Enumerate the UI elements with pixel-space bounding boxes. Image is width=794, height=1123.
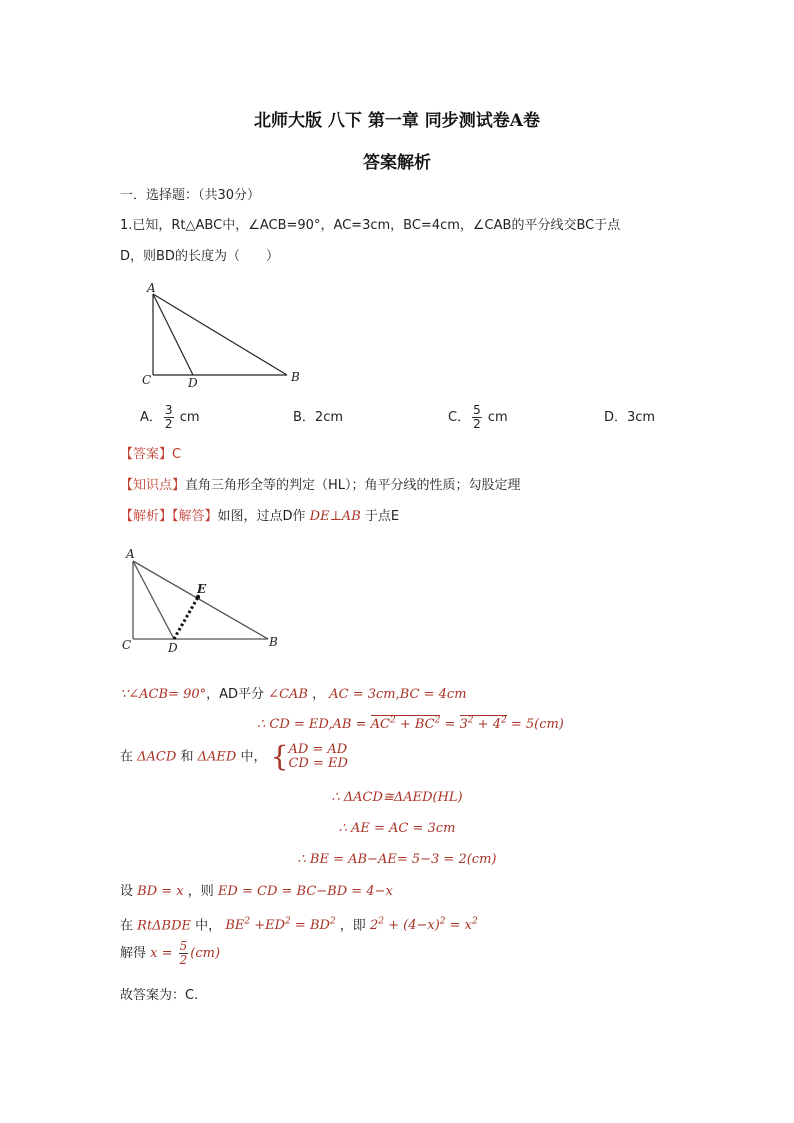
knowledge-line — [120, 477, 521, 495]
page-title: 北师大版 八下 第一章 同步测试卷A卷 — [254, 111, 540, 131]
answer-value: C — [172, 447, 182, 462]
knowledge-text: 直角三角形全等的判定（HL）；角平分线的性质；勾股定理 — [185, 478, 521, 493]
analysis-label: 【解析】【解答】 — [120, 509, 218, 524]
option-a-unit: cm — [179, 410, 200, 425]
solution-conclusion: 故答案为：C. — [120, 988, 199, 1003]
option-a-label: A． — [140, 410, 162, 425]
vertex-label-c2: C — [122, 638, 132, 652]
system-brace-icon: { — [270, 740, 289, 773]
page-subtitle: 答案解析 — [363, 153, 431, 173]
option-c[interactable] — [448, 403, 508, 433]
analysis-text-post: 于点E — [364, 509, 400, 524]
option-c-fraction: $\frac{5}{2}$ — [473, 403, 481, 431]
solution-step-2: ∴ CD = $ED,AB = AC^2 + BC^2 = 3^2 + 4^2 = 5(cm)$ — [257, 715, 564, 732]
vertex-label-b: B — [291, 370, 300, 384]
vertex-label-a2: A — [126, 547, 135, 561]
triangle-figure-1 — [135, 278, 310, 393]
solution-step-7: 设 BD = x ，则 ED = CD = BC−BD = 4−x — [120, 884, 393, 899]
solution-step-3: 在 ΔACD 和 ΔAED 中， { AD = AD CD = ED — [120, 740, 348, 773]
option-a-fraction: $\frac{3}{2}$ — [164, 403, 173, 431]
knowledge-label: 【知识点】 — [120, 478, 186, 493]
question-text-line2: D，则BD的长度为（ ） — [120, 249, 279, 264]
option-d[interactable]: D．3cm — [604, 410, 656, 425]
option-b[interactable]: B．2cm — [293, 410, 344, 425]
solution-step-9: 解得 x = $\frac{5}{2}$ (cm) — [120, 939, 221, 967]
solution-step-6: ∴ BE = AB−AE= 5−3 = 2(cm) — [297, 852, 497, 867]
analysis-line — [120, 508, 399, 526]
option-c-label: C． — [448, 410, 471, 425]
triangle-figure-2 — [118, 545, 288, 657]
analysis-expr: DE⊥AB — [309, 509, 361, 524]
vertex-label-b2: B — [269, 635, 278, 649]
answer-line — [120, 446, 181, 464]
solution-step-1: ∵∠ACB= 90°，AD平分 ∠CAB ， AC = 3cm,BC = 4cm — [120, 687, 467, 702]
solution-step-5: ∴ AE = AC = 3cm — [338, 821, 456, 836]
analysis-text-pre: 如图，过点D作 — [217, 509, 306, 524]
option-c-unit: cm — [487, 410, 508, 425]
solution-step-4: ∴ ΔACD≅ΔAED(HL) — [331, 790, 463, 805]
vertex-label-d: D — [188, 376, 198, 390]
option-a[interactable] — [140, 403, 200, 433]
vertex-label-e2: E — [197, 582, 207, 596]
question-text-line1: 1.已知，Rt△ABC中，∠ACB=90°，AC=3cm，BC=4cm，∠CAB的平分线交BC于点 — [120, 218, 621, 233]
vertex-label-d2: D — [168, 641, 178, 655]
answer-label: 【答案】 — [120, 447, 173, 462]
vertex-label-c: C — [142, 373, 152, 387]
vertex-label-a: A — [147, 281, 156, 295]
section-heading: 一．选择题：（共30分） — [120, 188, 261, 203]
solution-step-8: 在 RtΔBDE 中， $BE^2 +ED^2 = BD^2$ ，即 $2^2 + (4-x)^2 = x^2$ — [120, 917, 478, 934]
